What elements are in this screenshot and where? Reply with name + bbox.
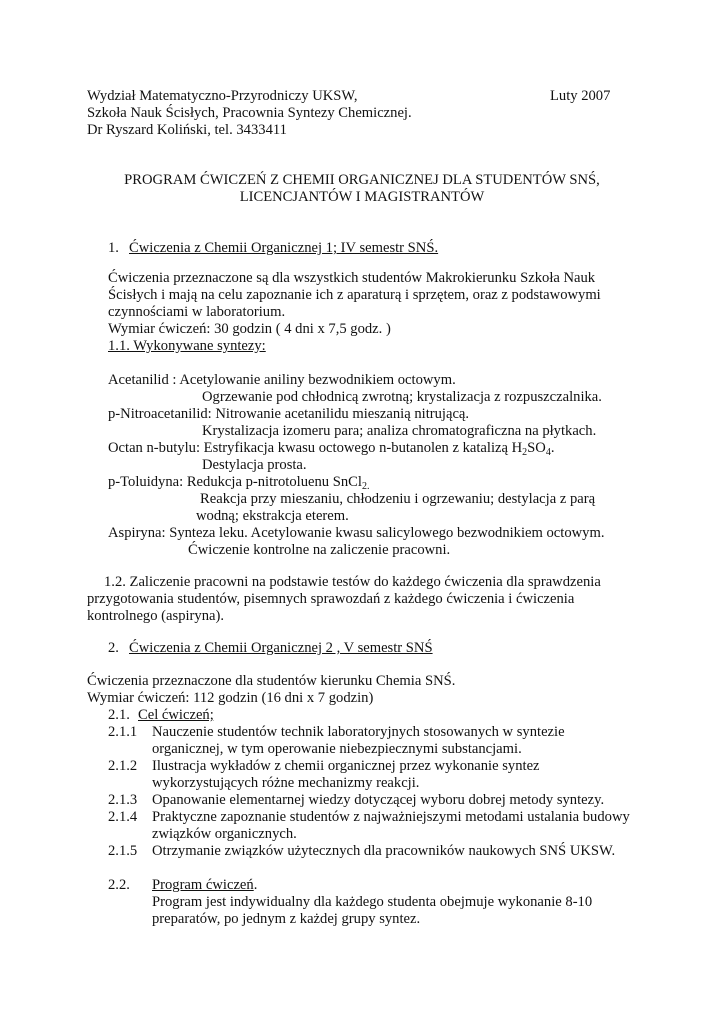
synthesis-nitroacetanilid: p-Nitroacetanilid: Nitrowanie acetanilidu mieszanią nitrującą. [108,406,470,422]
synthesis-butyl-acetate: Octan n-butylu: Estryfikacja kwasu octowego n-butanolen z katalizą $H_2SO_4$. [108,440,555,458]
synthesis-toluidine-detail-1: Reakcja przy mieszaniu, chłodzeniu i ogrzewaniu; destylacja z parą [200,491,596,507]
program-line-2: preparatów, po jednym z każdej grupy syntez. [152,911,421,927]
credit-line-2: przygotowania studentów, pisemnych sprawozdań z każdego ćwiczenia i ćwiczenia [87,591,575,607]
goal-number: 2.1.1 [108,724,138,740]
section-1-para-line-3: czynnościami w laboratorium. [108,304,286,320]
section-1-hours: Wymiar ćwiczeń: 30 godzin ( 4 dni x 7,5 godz. ) [108,321,391,337]
school-line: Szkoła Nauk Ścisłych, Pracownia Syntezy Chemicznej. [87,105,412,121]
section-1-para-line-1: Ćwiczenia przeznaczone są dla wszystkich studentów Makrokierunku Szkoła Nauk [108,270,596,286]
goal-heading: Cel ćwiczeń; [138,707,214,723]
program-heading: Program ćwiczeń. [152,877,258,893]
document-date: Luty 2007 [550,88,611,104]
synthesis-nitroacetanilid-detail: Krystalizacja izomeru para; analiza chromatograficzna na płytkach. [202,423,597,439]
synthesis-toluidine-detail-2: wodną; ekstrakcja eterem. [196,508,349,524]
page-title-line-2: LICENCJANTÓW I MAGISTRANTÓW [239,189,485,205]
goal-heading-number: 2.1. [108,707,130,723]
synthesis-acetanilid-detail: Ogrzewanie pod chłodnicą zwrotną; krystalizacja z rozpuszczalnika. [202,389,602,405]
section-2-intro: Ćwiczenia przeznaczone dla studentów kierunku Chemia SNŚ. [87,673,456,689]
goal-text: Nauczenie studentów technik laboratoryjnych stosowanych w syntezie [152,724,565,740]
goal-number: 2.1.5 [108,843,138,859]
goal-text: organicznej, w tym operowanie niebezpiecznymi substancjami. [152,741,522,757]
credit-line-3: kontrolnego (aspiryna). [87,608,224,624]
goal-number: 2.1.2 [108,758,138,774]
faculty-line: Wydział Matematyczno-Przyrodniczy UKSW, [87,88,358,104]
goal-text: związków organicznych. [152,826,297,842]
section-2-hours: Wymiar ćwiczeń: 112 godzin (16 dni x 7 godzin) [87,690,374,706]
author-line: Dr Ryszard Koliński, tel. 3433411 [87,122,287,138]
section-1-subheading: 1.1. Wykonywane syntezy: [108,338,266,354]
synthesis-aspirin-detail: Ćwiczenie kontrolne na zaliczenie pracowni. [188,542,451,558]
section-1-para-line-2: Ścisłych i mają na celu zapoznanie ich z aparaturą i sprzętem, oraz z podstawowymi [108,287,601,303]
section-2-heading: Ćwiczenia z Chemii Organicznej 2 , V semestr SNŚ [129,640,433,656]
program-line-1: Program jest indywidualny dla każdego studenta obejmuje wykonanie 8-10 [152,894,593,910]
section-2-number: 2. [108,640,119,656]
credit-line-1: 1.2. Zaliczenie pracowni na podstawie testów do każdego ćwiczenia dla sprawdzenia [104,574,601,590]
section-1-heading: Ćwiczenia z Chemii Organicznej 1; IV semestr SNŚ. [129,240,439,256]
synthesis-toluidine: p-Toluidyna: Redukcja p-nitrotoluenu SnCl$_{2.}$ [108,474,370,492]
goal-text: Otrzymanie związków użytecznych dla pracowników naukowych SNŚ UKSW. [152,843,616,859]
section-1-number: 1. [108,240,119,256]
goal-number: 2.1.3 [108,792,138,808]
synthesis-butyl-acetate-detail: Destylacja prosta. [202,457,307,473]
goal-text: Opanowanie elementarnej wiedzy dotyczącej wyboru dobrej metody syntezy. [152,792,605,808]
page-title-line-1: PROGRAM ĆWICZEŃ Z CHEMII ORGANICZNEJ DLA STUDENTÓW SNŚ, [124,172,600,188]
goal-text: wykorzystujących różne mechanizmy reakcji. [152,775,420,791]
synthesis-aspirin: Aspiryna: Synteza leku. Acetylowanie kwasu salicylowego bezwodnikiem octowym. [108,525,605,541]
goal-number: 2.1.4 [108,809,138,825]
program-heading-number: 2.2. [108,877,130,893]
goal-text: Ilustracja wykładów z chemii organicznej przez wykonanie syntez [152,758,540,774]
synthesis-acetanilid: Acetanilid : Acetylowanie aniliny bezwodnikiem octowym. [108,372,456,388]
goal-text: Praktyczne zapoznanie studentów z najważniejszymi metodami ustalania budowy [152,809,630,825]
